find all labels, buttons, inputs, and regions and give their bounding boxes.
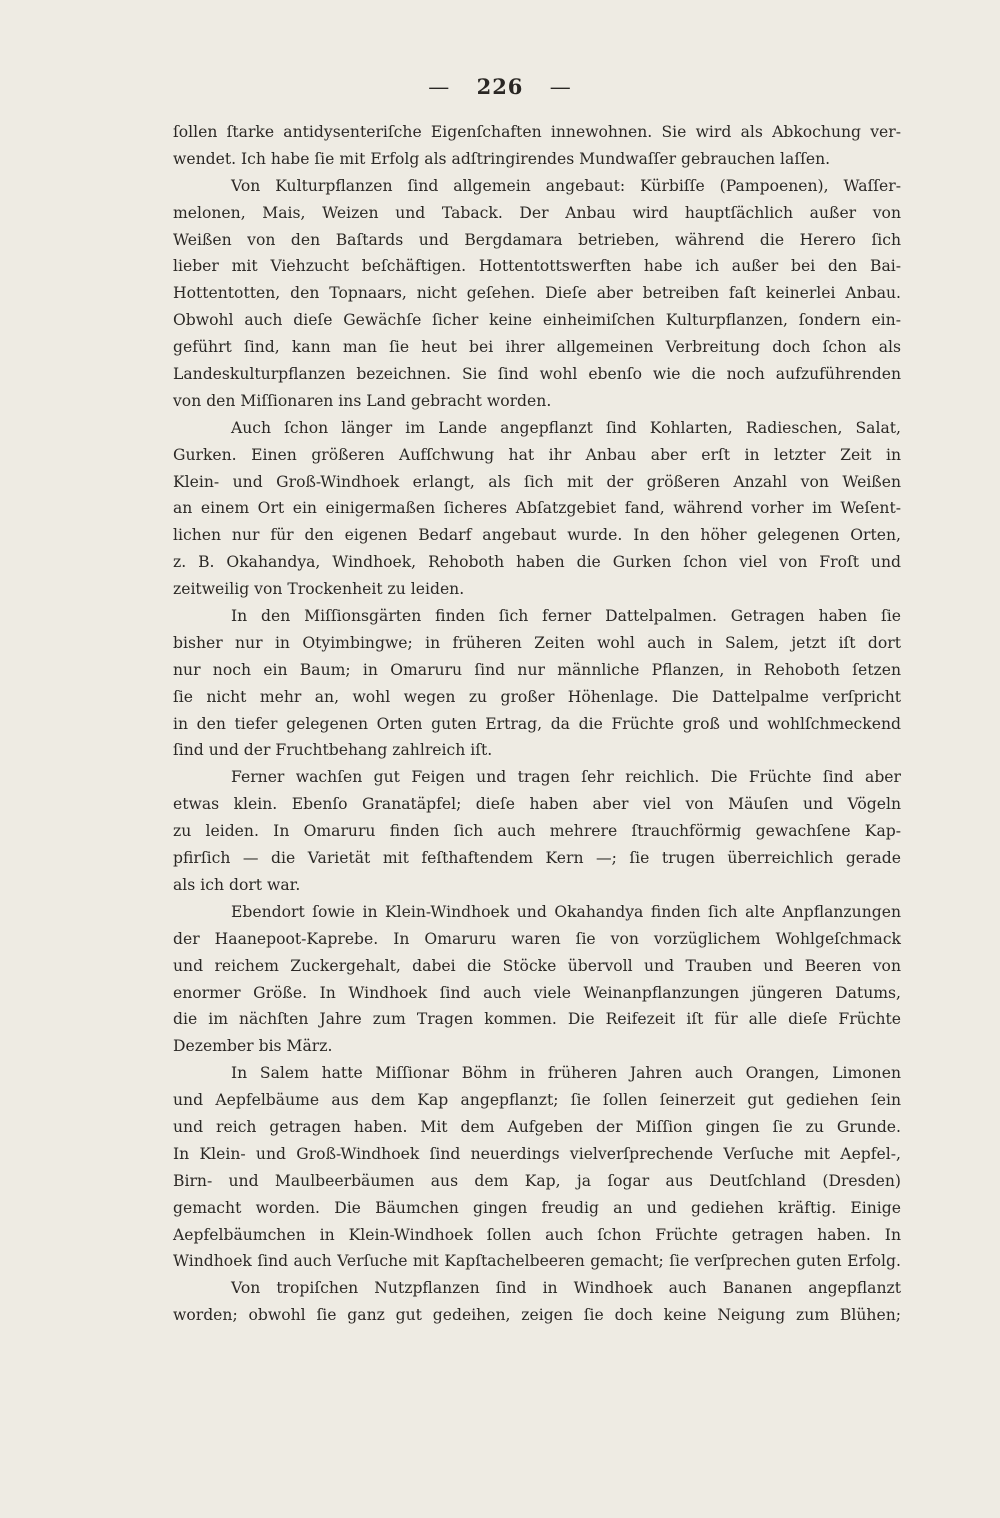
- text-line: ſollen ſtarke antidysenteriſche Eigenſchaften innewohnen. Sie wird als Abkochung ver-: [173, 123, 901, 141]
- text-line: die im nächſten Jahre zum Tragen kommen. Die Reifezeit iſt für alle dieſe Früchte: [173, 1010, 901, 1029]
- text-line: Windhoek ſind auch Verſuche mit Kapſtachelbeeren gemacht; ſie verſprechen guten Erfolg.: [173, 1252, 901, 1271]
- text-line: Gurken. Einen größeren Aufſchwung hat ihr Anbau aber erſt in letzter Zeit in: [173, 445, 901, 464]
- text-line: und reich getragen haben. Mit dem Aufgeben der Miſſion gingen ſie zu Grunde.: [173, 1117, 901, 1136]
- text-line: wendet. Ich habe ſie mit Erfolg als adſtringirendes Mundwaſſer gebrauchen laſſen.: [173, 149, 831, 168]
- text-line: bisher nur in Otyimbingwe; in früheren Zeiten wohl auch in Salem, jetzt iſt dort: [173, 633, 901, 652]
- text-line: melonen, Mais, Weizen und Taback. Der Anbau wird hauptſächlich außer von: [173, 203, 901, 222]
- body-text: [173, 119, 901, 1329]
- text-line: und reichem Zuckergehalt, dabei die Stöcke übervoll und Trauben und Beeren von: [173, 956, 901, 975]
- page-number: 226: [476, 74, 524, 99]
- text-line: Aepfelbäumchen in Klein-Windhoek ſollen auch ſchon Früchte getragen haben. In: [173, 1225, 901, 1244]
- text-line: Birn- und Maulbeerbäumen aus dem Kap, ja ſogar aus Deutſchland (Dresden): [173, 1171, 901, 1190]
- text-line: Klein- und Groß-Windhoek erlangt, als ſich mit der größeren Anzahl von Weißen: [173, 472, 901, 491]
- text-line: etwas klein. Ebenſo Granatäpfel; dieſe haben aber viel von Mäuſen und Vögeln: [173, 795, 901, 814]
- text-line: Ebendort ſowie in Klein-Windhoek und Okahandya finden ſich alte Anpflanzungen: [231, 902, 901, 921]
- text-line: ſind und der Fruchtbehang zahlreich iſt.: [173, 741, 493, 760]
- text-line: zeitweilig von Trockenheit zu leiden.: [173, 580, 465, 599]
- text-line: Von Kulturpflanzen ſind allgemein angebaut: Kürbiſſe (Pampoenen), Waſſer-: [231, 176, 901, 195]
- text-line: an einem Ort ein einigermaßen ſicheres Abſatzgebiet fand, während vorher im Weſent-: [173, 499, 901, 518]
- text-line: lichen nur für den eigenen Bedarf angebaut wurde. In den höher gelegenen Orten,: [173, 526, 901, 545]
- text-line: z. B. Okahandya, Windhoek, Rehoboth haben die Gurken ſchon viel von Froſt und: [173, 553, 901, 572]
- text-line: In Salem hatte Miſſionar Böhm in früheren Jahren auch Orangen, Limonen: [231, 1064, 901, 1083]
- text-line: enormer Größe. In Windhoek ſind auch viele Weinanpflanzungen jüngeren Datums,: [173, 983, 901, 1002]
- text-line: Ferner wachſen gut Feigen und tragen ſehr reichlich. Die Früchte ſind aber: [231, 768, 901, 787]
- text-line: Dezember bis März.: [173, 1037, 333, 1056]
- text-line: Obwohl auch dieſe Gewächſe ſicher keine einheimiſchen Kulturpflanzen, ſondern ein-: [173, 311, 901, 330]
- text-line: gemacht worden. Die Bäumchen gingen freudig an und gediehen kräftig. Einige: [173, 1198, 901, 1217]
- text-line: lieber mit Viehzucht beſchäftigen. Hottentottswerften habe ich außer bei den Bai-: [173, 257, 901, 276]
- text-line: als ich dort war.: [173, 875, 301, 894]
- text-line: Hottentotten, den Topnaars, nicht geſehen. Dieſe aber betreiben faſt keinerlei Anbau.: [173, 284, 901, 303]
- dash-left: —: [428, 75, 451, 99]
- text-line: Von tropiſchen Nutzpflanzen ſind in Windhoek auch Bananen angepflanzt: [231, 1279, 901, 1298]
- page-number-header: [0, 74, 1000, 99]
- text-line: Landeskulturpflanzen bezeichnen. Sie ſind wohl ebenſo wie die noch aufzuführenden: [173, 365, 901, 384]
- text-line: ſie nicht mehr an, wohl wegen zu großer Höhenlage. Die Dattelpalme verſpricht: [173, 687, 901, 706]
- dash-right: —: [549, 75, 572, 99]
- text-line: worden; obwohl ſie ganz gut gedeihen, zeigen ſie doch keine Neigung zum Blühen;: [173, 1306, 901, 1325]
- text-line: Weißen von den Baſtards und Bergdamara betrieben, während die Herero ſich: [173, 230, 901, 249]
- text-line: zu leiden. In Omaruru finden ſich auch mehrere ſtrauchförmig gewachſene Kap-: [173, 822, 901, 841]
- text-line: In Klein- und Groß-Windhoek ſind neuerdings vielverſprechende Verſuche mit Aepfel-,: [173, 1144, 901, 1163]
- text-line: nur noch ein Baum; in Omaruru ſind nur männliche Pflanzen, in Rehoboth ſetzen: [173, 660, 901, 679]
- text-line: Auch ſchon länger im Lande angepflanzt ſind Kohlarten, Radieschen, Salat,: [231, 418, 901, 437]
- text-line: der Haanepoot-Kaprebe. In Omaruru waren ſie von vorzüglichem Wohlgeſchmack: [173, 929, 901, 948]
- text-line: in den tiefer gelegenen Orten guten Ertrag, da die Früchte groß und wohlſchmeckend: [173, 714, 901, 733]
- text-line: und Aepfelbäume aus dem Kap angepflanzt; ſie ſollen ſeinerzeit gut gediehen ſein: [173, 1091, 901, 1110]
- text-line: von den Miſſionaren ins Land gebracht worden.: [173, 391, 552, 410]
- text-line: In den Miſſionsgärten finden ſich ferner Dattelpalmen. Getragen haben ſie: [231, 607, 901, 626]
- text-line: pfirſich — die Varietät mit feſthaftendem Kern —; ſie trugen überreichlich gerade: [173, 849, 901, 868]
- text-line: geführt ſind, kann man ſie heut bei ihrer allgemeinen Verbreitung doch ſchon als: [173, 338, 901, 357]
